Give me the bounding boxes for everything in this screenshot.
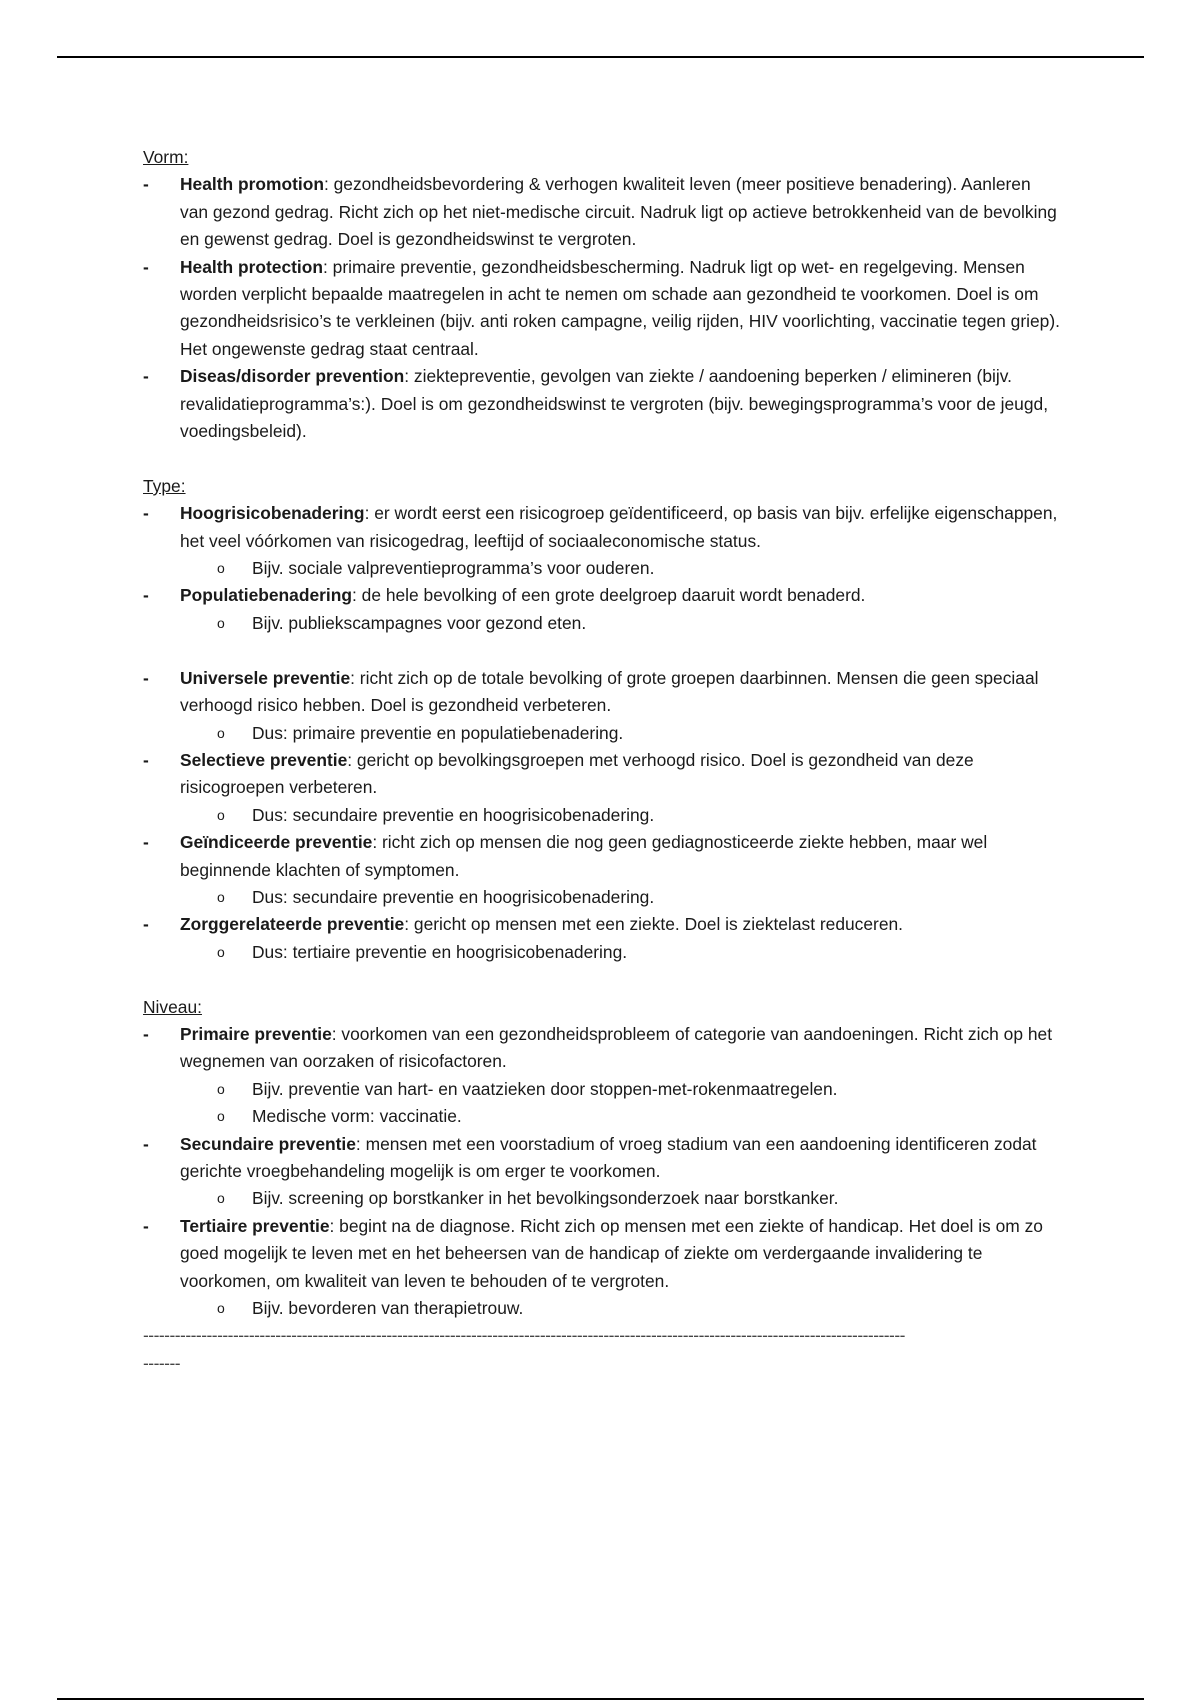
item-text: : er wordt eerst een risicogroep geïdentificeerd, op basis van bijv. erfelijke eigenschappen, het veel vóórkomen van risicogedrag, leeftijd of sociaaleconomische status. xyxy=(180,503,1058,551)
list-item xyxy=(143,665,1063,720)
sub-item-text: Bijv. publiekscampagnes voor gezond eten. xyxy=(252,612,587,633)
header-rule xyxy=(57,56,1144,58)
sub-bullet-circle: o xyxy=(217,724,225,741)
list-item xyxy=(143,747,1063,802)
sub-item-text: Dus: primaire preventie en populatiebenadering. xyxy=(252,722,624,743)
item-term: Health protection xyxy=(180,256,323,277)
list-spacer xyxy=(143,637,1063,664)
sub-item-text: Medische vorm: vaccinatie. xyxy=(252,1106,462,1127)
sub-item xyxy=(143,1103,1063,1130)
item-term: Diseas/disorder prevention xyxy=(180,366,405,387)
sub-item xyxy=(143,1295,1063,1322)
sub-bullet-circle: o xyxy=(217,943,225,960)
sub-item xyxy=(143,802,1063,829)
sub-bullet-circle: o xyxy=(217,560,225,577)
sub-item-text: Bijv. bevorderen van therapietrouw. xyxy=(252,1298,524,1319)
item-term: Health promotion xyxy=(180,174,324,195)
sub-item xyxy=(143,1076,1063,1103)
item-term: Universele preventie xyxy=(180,667,351,688)
sub-item xyxy=(143,720,1063,747)
sub-bullet-circle: o xyxy=(217,1300,225,1317)
bullet-dash: - xyxy=(143,749,149,770)
section-heading: Niveau: xyxy=(143,996,202,1017)
list-item xyxy=(143,500,1063,555)
item-text: : gericht op mensen met een ziekte. Doel is ziektelast reduceren. xyxy=(404,914,904,935)
item-term: Zorggerelateerde preventie xyxy=(180,914,405,935)
item-text: : primaire preventie, gezondheidsbescherming. Nadruk ligt op wet- en regelgeving. Mensen worden verplicht bepaalde maatregelen in acht te nemen om schade aan gezondheid te voorkomen. Doel is om gezondheidsrisico’s te verkleinen (bijv. anti roken campagne, veilig rijden, HIV voorlichting, vaccinatie tegen griep). Het ongewenste gedrag staat centraal. xyxy=(180,256,1060,359)
item-text: : ziektepreventie, gevolgen van ziekte / aandoening beperken / elimineren (bijv. revalidatieprogramma’s:). Doel is om gezondheidswinst te vergroten (bijv. bewegingsprogramma’s voor de jeugd, voedingsbeleid). xyxy=(180,366,1049,442)
section-heading: Vorm: xyxy=(143,147,189,167)
bullet-dash: - xyxy=(143,503,149,524)
sub-item-text: Dus: tertiaire preventie en hoogrisicobenadering. xyxy=(252,941,628,962)
item-text: : mensen met een voorstadium of vroeg stadium van een aandoening identificeren zodat gerichte vroegbehandeling mogelijk is om erger te voorkomen. xyxy=(180,1133,1037,1181)
sub-bullet-circle: o xyxy=(217,1080,225,1097)
item-term: Primaire preventie xyxy=(180,1023,332,1044)
list-item xyxy=(143,582,1063,609)
item-text: : voorkomen van een gezondheidsprobleem of categorie van aandoeningen. Richt zich op het wegnemen van oorzaken of risicofactoren. xyxy=(180,1023,1053,1072)
bullet-dash: - xyxy=(143,366,149,387)
sub-bullet-circle: o xyxy=(217,888,225,905)
sub-item xyxy=(143,610,1063,637)
sub-item-text: Dus: secundaire preventie en hoogrisicobenadering. xyxy=(252,804,655,825)
sub-bullet-circle: o xyxy=(217,1190,225,1207)
bullet-dash: - xyxy=(143,174,149,195)
separator-line-continuation: ------- xyxy=(143,1352,181,1373)
item-text: : gezondheidsbevordering & verhogen kwaliteit leven (meer positieve benadering). Aanleren van gezond gedrag. Richt zich op het niet-medische circuit. Nadruk ligt op actieve betrokkenheid van de bevolking en gewenst gedrag. Doel is gezondheidswinst te vergroten. xyxy=(180,174,1057,250)
sub-item-text: Dus: secundaire preventie en hoogrisicobenadering. xyxy=(252,886,655,907)
list-item xyxy=(143,363,1063,445)
list-item xyxy=(143,911,1063,938)
item-text: : de hele bevolking of een grote deelgroep daaruit wordt benaderd. xyxy=(352,585,866,606)
bullet-dash: - xyxy=(143,256,149,277)
list-item xyxy=(143,1021,1063,1076)
sub-item-text: Bijv. preventie van hart- en vaatzieken door stoppen-met-rokenmaatregelen. xyxy=(252,1078,838,1099)
bullet-dash: - xyxy=(143,832,149,853)
bullet-dash: - xyxy=(143,1023,149,1044)
sub-item-text: Bijv. screening op borstkanker in het bevolkingsonderzoek naar borstkanker. xyxy=(252,1188,839,1209)
list-item xyxy=(143,1131,1063,1186)
sub-item xyxy=(143,1185,1063,1212)
bullet-dash: - xyxy=(143,1215,149,1236)
bullet-dash: - xyxy=(143,585,149,606)
list-item xyxy=(143,254,1063,364)
bullet-dash: - xyxy=(143,914,149,935)
item-term: Tertiaire preventie xyxy=(180,1215,330,1236)
list-item xyxy=(143,1213,1063,1295)
item-term: Populatiebenadering xyxy=(180,585,352,606)
item-term: Selectieve preventie xyxy=(180,749,348,770)
list-item xyxy=(143,829,1063,884)
item-text: : gericht op bevolkingsgroepen met verhoogd risico. Doel is gezondheid van deze risicogroepen verbeteren. xyxy=(180,749,974,798)
section-heading: Type: xyxy=(143,475,186,496)
item-text: : richt zich op de totale bevolking of grote groepen daarbinnen. Mensen die geen speciaal verhoogd risico hebben. Doel is gezondheid verbeteren. xyxy=(180,667,1039,716)
item-term: Hoogrisicobenadering xyxy=(180,503,365,524)
document-body xyxy=(143,144,1063,1377)
section-spacer xyxy=(143,966,1063,993)
item-text: : begint na de diagnose. Richt zich op mensen met een ziekte of handicap. Het doel is om zo goed mogelijk te leven met en het beheersen van de handicap of ziekte om verdergaande invalidering te voorkomen, om kwaliteit van leven te behouden of te vergroten. xyxy=(180,1215,1043,1291)
sub-bullet-circle: o xyxy=(217,614,225,631)
separator-line: ------------------------------------------------------------------------------------------------------------------------------------------------ xyxy=(143,1325,905,1346)
item-term: Secundaire preventie xyxy=(180,1133,356,1154)
sub-bullet-circle: o xyxy=(217,806,225,823)
sub-item xyxy=(143,939,1063,966)
bullet-dash: - xyxy=(143,667,149,688)
section-spacer xyxy=(143,445,1063,472)
sub-item-text: Bijv. sociale valpreventieprogramma’s voor ouderen. xyxy=(252,558,655,579)
sub-item xyxy=(143,884,1063,911)
list-item xyxy=(143,171,1063,253)
sub-item xyxy=(143,555,1063,582)
item-term: Geïndiceerde preventie xyxy=(180,832,373,853)
item-text: : richt zich op mensen die nog geen gediagnosticeerde ziekte hebben, maar wel beginnende klachten of symptomen. xyxy=(180,832,988,880)
sub-bullet-circle: o xyxy=(217,1108,225,1125)
bullet-dash: - xyxy=(143,1133,149,1154)
